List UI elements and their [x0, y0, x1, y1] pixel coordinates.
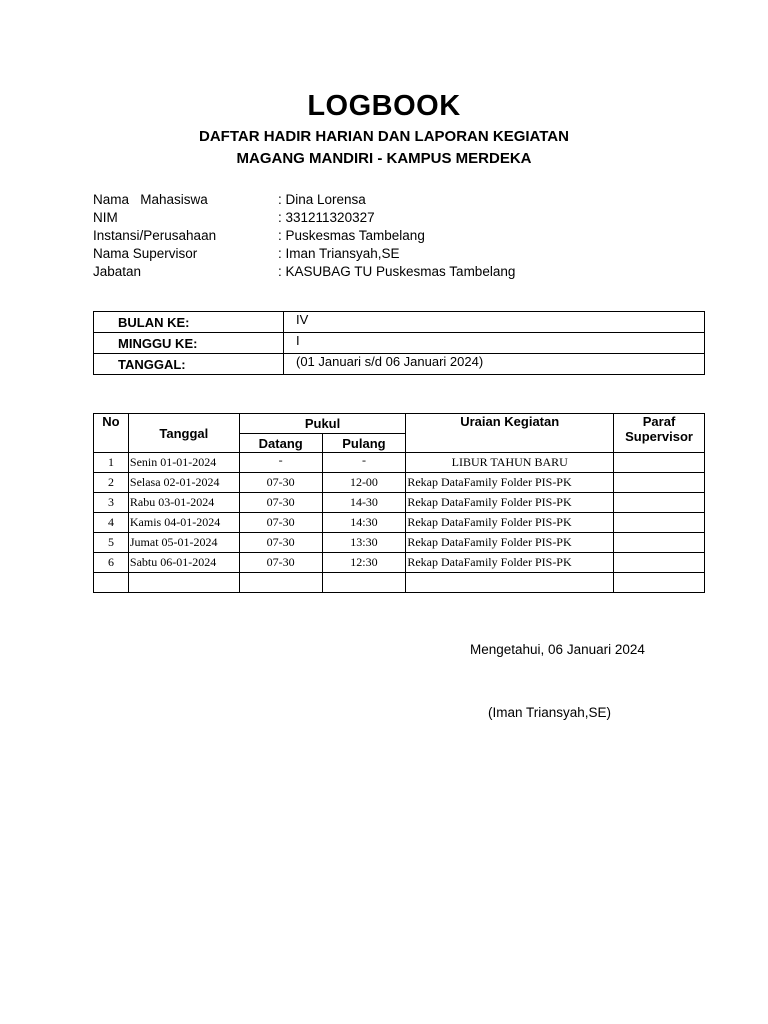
- cell-paraf: [614, 573, 705, 593]
- cell-datang: 07-30: [239, 493, 322, 513]
- cell-paraf: [614, 553, 705, 573]
- period-row-week: [94, 333, 705, 354]
- cell-tanggal: Jumat 05-01-2024: [128, 533, 239, 553]
- cell-pulang: 14-30: [322, 493, 406, 513]
- info-value: : Dina Lorensa: [278, 192, 366, 207]
- cell-tanggal: Rabu 03-01-2024: [128, 493, 239, 513]
- table-row: [94, 533, 705, 553]
- cell-paraf: [614, 473, 705, 493]
- cell-no: 4: [94, 513, 129, 533]
- cell-no: 6: [94, 553, 129, 573]
- header-pukul: Pukul: [239, 414, 406, 434]
- cell-datang: -: [239, 453, 322, 473]
- cell-datang: 07-30: [239, 553, 322, 573]
- period-table: [93, 311, 705, 375]
- cell-pulang: 12:30: [322, 553, 406, 573]
- period-row-date: [94, 354, 705, 375]
- cell-pulang: 12-00: [322, 473, 406, 493]
- signatory-name: (Iman Triansyah,SE): [488, 705, 612, 720]
- cell-uraian: Rekap DataFamily Folder PIS-PK: [406, 513, 614, 533]
- table-header-row: [94, 414, 705, 434]
- info-value: : KASUBAG TU Puskesmas Tambelang: [278, 264, 516, 279]
- table-row: [94, 453, 705, 473]
- table-row: [94, 553, 705, 573]
- cell-datang: 07-30: [239, 533, 322, 553]
- table-row: [94, 513, 705, 533]
- header-datang: Datang: [239, 434, 322, 453]
- cell-no: 3: [94, 493, 129, 513]
- program-subtitle: MAGANG MANDIRI - KAMPUS MERDEKA: [236, 150, 532, 167]
- info-label: Jabatan: [93, 264, 142, 279]
- cell-uraian: Rekap DataFamily Folder PIS-PK: [406, 553, 614, 573]
- cell-tanggal: [128, 573, 239, 593]
- period-label: BULAN KE:: [94, 312, 284, 333]
- info-label: NIM: [93, 210, 118, 225]
- period-row-month: [94, 312, 705, 333]
- cell-datang: 07-30: [239, 513, 322, 533]
- table-row: [94, 493, 705, 513]
- info-label: Nama Mahasiswa: [93, 192, 208, 207]
- cell-pulang: -: [322, 453, 406, 473]
- cell-datang: 07-30: [239, 473, 322, 493]
- period-label: TANGGAL:: [94, 354, 284, 375]
- info-label: Nama Supervisor: [93, 246, 198, 261]
- table-row-empty: [94, 573, 705, 593]
- cell-pulang: 14:30: [322, 513, 406, 533]
- cell-tanggal: Senin 01-01-2024: [128, 453, 239, 473]
- header-no: No: [94, 414, 129, 453]
- period-value: I: [284, 333, 705, 354]
- cell-uraian: LIBUR TAHUN BARU: [406, 453, 614, 473]
- cell-no: 2: [94, 473, 129, 493]
- period-value: IV: [284, 312, 705, 333]
- cell-paraf: [614, 513, 705, 533]
- header-tanggal: Tanggal: [128, 414, 239, 453]
- acknowledgement-text: Mengetahui, 06 Januari 2024: [470, 642, 645, 657]
- period-value: (01 Januari s/d 06 Januari 2024): [284, 354, 705, 375]
- cell-datang: [239, 573, 322, 593]
- info-value: : Puskesmas Tambelang: [278, 228, 425, 243]
- cell-paraf: [614, 453, 705, 473]
- cell-paraf: [614, 533, 705, 553]
- header-uraian: Uraian Kegiatan: [406, 414, 614, 453]
- period-label: MINGGU KE:: [94, 333, 284, 354]
- cell-uraian: Rekap DataFamily Folder PIS-PK: [406, 533, 614, 553]
- cell-no: [94, 573, 129, 593]
- header-pulang: Pulang: [322, 434, 406, 453]
- cell-tanggal: Kamis 04-01-2024: [128, 513, 239, 533]
- info-value: : 331211320327: [278, 210, 375, 225]
- cell-tanggal: Selasa 02-01-2024: [128, 473, 239, 493]
- table-row: [94, 473, 705, 493]
- info-value: : Iman Triansyah,SE: [278, 246, 400, 261]
- cell-pulang: 13:30: [322, 533, 406, 553]
- header-paraf: Paraf Supervisor: [614, 414, 705, 453]
- cell-paraf: [614, 493, 705, 513]
- document-subtitle: DAFTAR HADIR HARIAN DAN LAPORAN KEGIATAN: [199, 128, 569, 145]
- cell-uraian: Rekap DataFamily Folder PIS-PK: [406, 493, 614, 513]
- activity-log-table: [93, 413, 705, 593]
- cell-no: 1: [94, 453, 129, 473]
- info-label: Instansi/Perusahaan: [93, 228, 217, 243]
- cell-pulang: [322, 573, 406, 593]
- cell-uraian: Rekap DataFamily Folder PIS-PK: [406, 473, 614, 493]
- cell-uraian: [406, 573, 614, 593]
- document-title: LOGBOOK: [307, 90, 461, 122]
- cell-tanggal: Sabtu 06-01-2024: [128, 553, 239, 573]
- cell-no: 5: [94, 533, 129, 553]
